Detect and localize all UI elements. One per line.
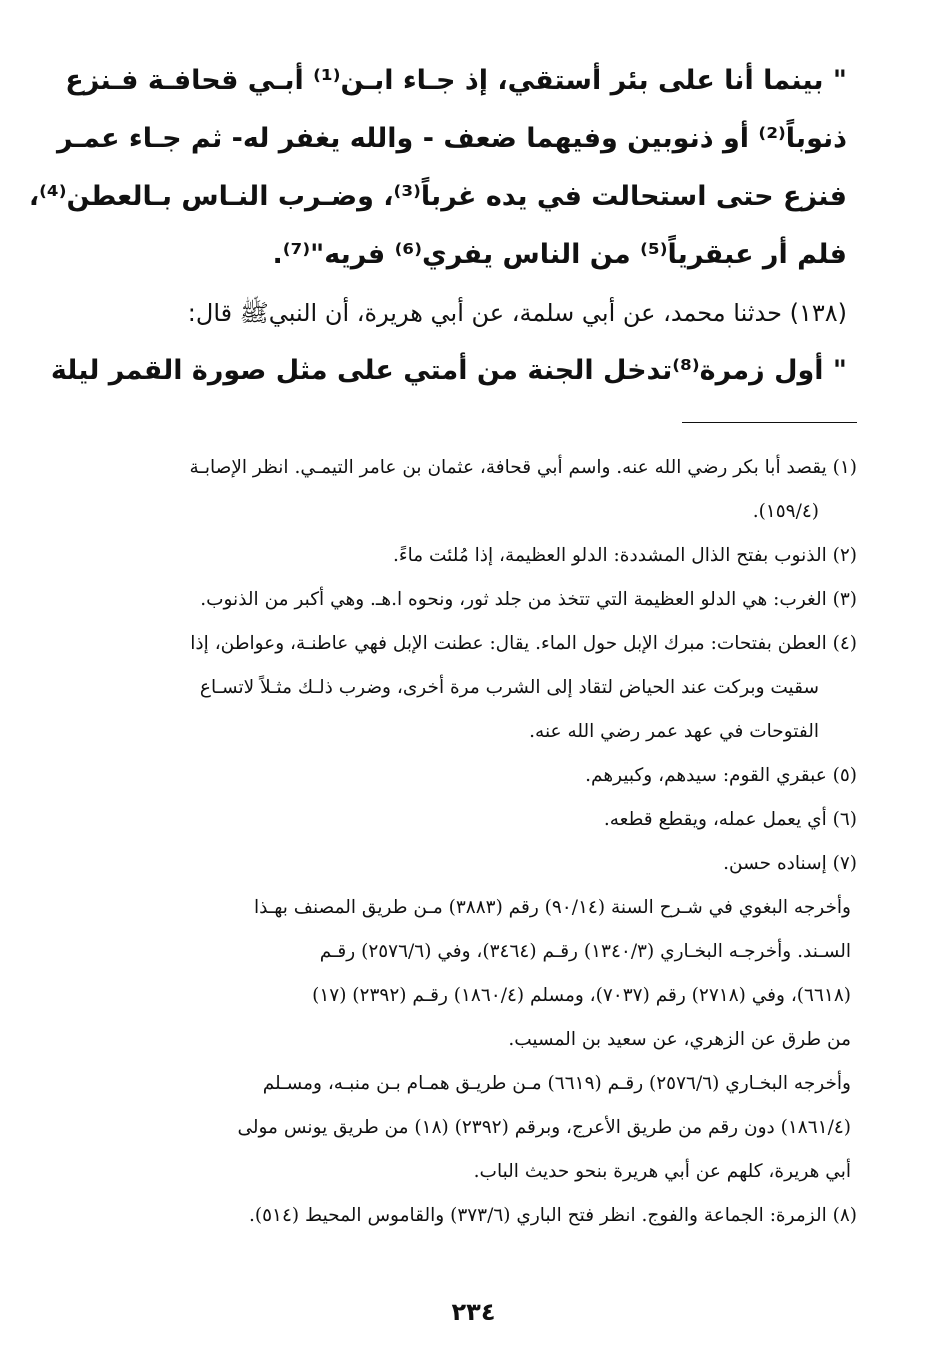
- hadith-line: " بينما أنا على بئر أستقي، إذ جـاء ابـن⁽¹⁾ أبـي قحافـة فـنزع: [65, 65, 847, 96]
- takhrij-line: السـند. وأخرجـه البخـاري (١٣٤٠/٣) رقـم (٣٤٦٤)، وفي (٢٥٧٦/٦) رقـم: [319, 941, 851, 962]
- narration-line: (١٣٨) حدثنا محمد، عن أبي سلمة، عن أبي هريرة، أن النبيﷺ قال:: [187, 299, 847, 327]
- footnote-line: (٢) الذنوب بفتح الذال المشددة: الدلو العظيمة، إذا مُلئت ماءً.: [392, 545, 857, 566]
- footnote-line: (٨) الزمرة: الجماعة والفوج. انظر فتح الباري (٣٧٣/٦) والقاموس المحيط (٥١٤).: [249, 1205, 857, 1226]
- takhrij-line: وأخرجه البخـاري (٢٥٧٦/٦) رقـم (٦٦١٩) مـن طريـق همـام بـن منبـه، ومسـلم: [262, 1073, 851, 1094]
- footnotes: [107, 446, 857, 1238]
- footnote-line: (٥) عبقري القوم: سيدهم، وكبيرهم.: [585, 765, 857, 786]
- footnote-line: (٦) أي يعمل عمله، ويقطع قطعه.: [603, 809, 857, 830]
- footnote-line: (٧) إسناده حسن.: [723, 853, 857, 874]
- takhrij-line: من طرق عن الزهري، عن سعيد بن المسيب.: [508, 1029, 851, 1050]
- takhrij-line: وأخرجه البغوي في شـرح السنة (٩٠/١٤) رقم (٣٨٨٣) مـن طريق المصنف بهـذا: [253, 897, 851, 918]
- hadith-line: فلم أر عبقرياً⁽⁵⁾ من الناس يفري⁽⁶⁾ فريه"⁽⁷⁾.: [272, 239, 847, 270]
- footnote-line: سقيت وبركت عند الحياض لتقاد إلى الشرب مرة أخرى، وضرب ذلـك مثـلاً لاتسـاع: [199, 677, 819, 698]
- main-text: [28, 52, 847, 400]
- takhrij-line: أبي هريرة، كلهم عن أبي هريرة بنحو حديث الباب.: [473, 1161, 851, 1182]
- footnote-line: (٤) العطن بفتحات: مبرك الإبل حول الماء. يقال: عطنت الإبل فهي عاطنـة، وعواطن، إذا: [190, 633, 857, 654]
- takhrij-line: (١٨٦١/٤) دون رقم من طريق الأعرج، وبرقم (٢٣٩٢) (١٨) من طريق يونس مولى: [237, 1117, 851, 1138]
- footnote-line: الفتوحات في عهد عمر رضي الله عنه.: [529, 721, 819, 742]
- footnote-divider: [682, 422, 857, 423]
- footnote-line: (٣) الغرب: هي الدلو العظيمة التي تتخذ من جلد ثور، ونحوه ا.هـ. وهي أكبر من الذنوب.: [200, 589, 857, 610]
- footnote-line: (١) يقصد أبا بكر رضي الله عنه. واسم أبي قحافة، عثمان بن عامر التيمـي. انظر الإصابـة: [189, 457, 857, 478]
- footnote-line: (١٥٩/٤).: [752, 501, 819, 522]
- takhrij-line: (٦٦١٨)، وفي (٢٧١٨) رقم (٧٠٣٧)، ومسلم (١٨٦٠/٤) رقـم (٢٣٩٢) (١٧): [312, 985, 851, 1006]
- hadith-line: " أول زمرة⁽⁸⁾تدخل الجنة من أمتي على مثل صورة القمر ليلة: [50, 355, 847, 386]
- hadith-line: فنزع حتى استحالت في يده غرباً⁽³⁾، وضـرب النـاس بـالعطن⁽⁴⁾،: [28, 181, 847, 212]
- hadith-line: ذنوباً⁽²⁾ أو ذنوبين وفيهما ضعف - والله يغفر له- ثم جـاء عمـر: [56, 123, 847, 154]
- page-number: ٢٣٤: [451, 1298, 496, 1326]
